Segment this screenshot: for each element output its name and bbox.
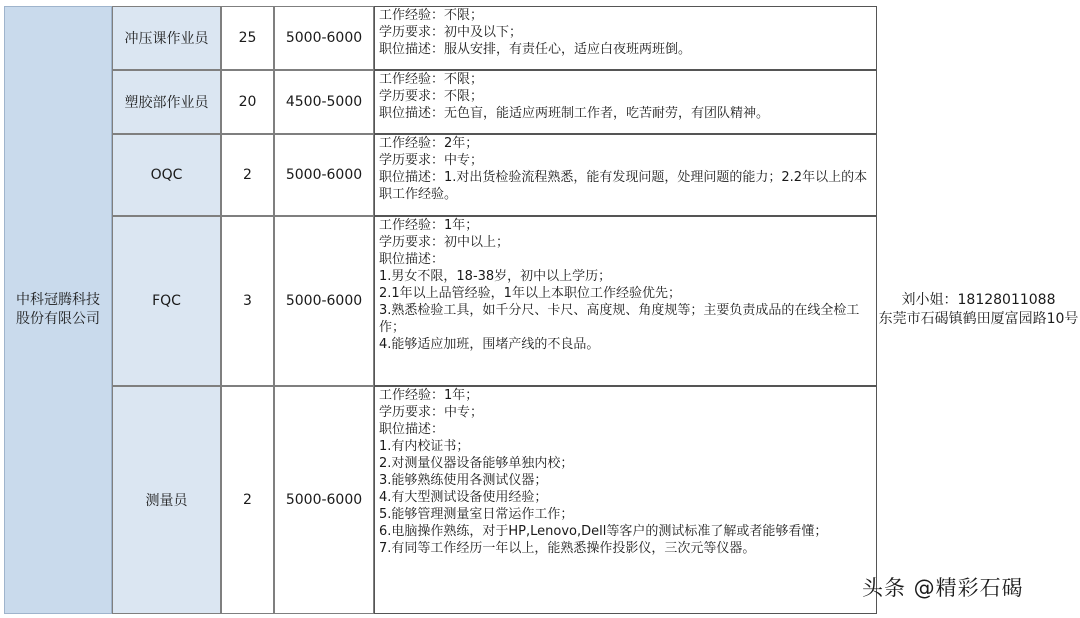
desc-line: 学历要求：初中及以下； (379, 25, 523, 40)
desc-line: 2.对测量仪器设备能够单独内校； (379, 456, 574, 471)
job-title: OQC (112, 134, 221, 216)
job-salary: 5000-6000 (274, 386, 374, 614)
desc-line: 职位描述： (379, 422, 445, 437)
job-salary: 4500-5000 (274, 70, 374, 134)
desc-line: 学历要求：中专； (379, 153, 484, 168)
desc-line: 职位描述： (379, 252, 445, 267)
desc-line: 4.有大型测试设备使用经验； (379, 490, 548, 505)
job-title: 测量员 (112, 386, 221, 614)
contact-person: 刘小姐：18128011088 (901, 292, 1056, 308)
desc-line: 工作经验：不限； (379, 72, 484, 87)
job-description (374, 6, 877, 70)
desc-line: 职位描述：无色盲，能适应两班制工作者，吃苦耐劳，有团队精神。 (379, 106, 770, 121)
job-salary: 5000-6000 (274, 216, 374, 386)
desc-line: 职位描述：1.对出货检验流程熟悉，能有发现问题，处理问题的能力；2.2年以上的本职工作经验。 (379, 170, 868, 202)
desc-line: 4.能够适应加班，围堵产线的不良品。 (379, 337, 600, 352)
desc-line: 学历要求：初中以上； (379, 235, 510, 250)
desc-line: 1.有内校证书； (379, 439, 470, 454)
desc-line: 1.男女不限，18-38岁，初中以上学历； (379, 269, 612, 284)
desc-line: 3.能够熟练使用各测试仪器； (379, 473, 548, 488)
job-salary: 5000-6000 (274, 6, 374, 70)
watermark: 头条 @精彩石碣 (862, 576, 1024, 600)
job-description (374, 216, 877, 386)
desc-line: 学历要求：不限； (379, 89, 484, 104)
desc-line: 学历要求：中专； (379, 405, 484, 420)
job-count: 2 (221, 386, 274, 614)
desc-line: 6.电脑操作熟练，对于HP,Lenovo,Dell等客户的测试标准了解或者能够看懂； (379, 524, 828, 539)
desc-line: 职位描述：服从安排，有责任心，适应白夜班两班倒。 (379, 42, 692, 57)
job-count: 25 (221, 6, 274, 70)
company-name: 中科冠腾科技股份有限公司 (4, 6, 112, 614)
contact-address: 东莞市石碣镇鹤田厦富园路10号 (878, 311, 1079, 327)
desc-line: 工作经验：1年； (379, 218, 479, 233)
desc-line: 工作经验：1年； (379, 388, 479, 403)
job-title: 塑胶部作业员 (112, 70, 221, 134)
job-count: 2 (221, 134, 274, 216)
desc-line: 工作经验：不限； (379, 8, 484, 23)
contact-info (877, 6, 1080, 614)
job-title: 冲压课作业员 (112, 6, 221, 70)
job-salary: 5000-6000 (274, 134, 374, 216)
job-description (374, 386, 877, 614)
job-count: 20 (221, 70, 274, 134)
job-count: 3 (221, 216, 274, 386)
desc-line: 3.熟悉检验工具，如千分尺、卡尺、高度规、角度规等；主要负责成品的在线全检工作； (379, 303, 860, 335)
job-title: FQC (112, 216, 221, 386)
job-description (374, 70, 877, 134)
desc-line: 7.有同等工作经历一年以上，能熟悉操作投影仪，三次元等仪器。 (379, 541, 756, 556)
desc-line: 2.1年以上品管经验，1年以上本职位工作经验优先； (379, 286, 681, 301)
desc-line: 5.能够管理测量室日常运作工作； (379, 507, 574, 522)
job-description (374, 134, 877, 216)
desc-line: 工作经验：2年； (379, 136, 479, 151)
